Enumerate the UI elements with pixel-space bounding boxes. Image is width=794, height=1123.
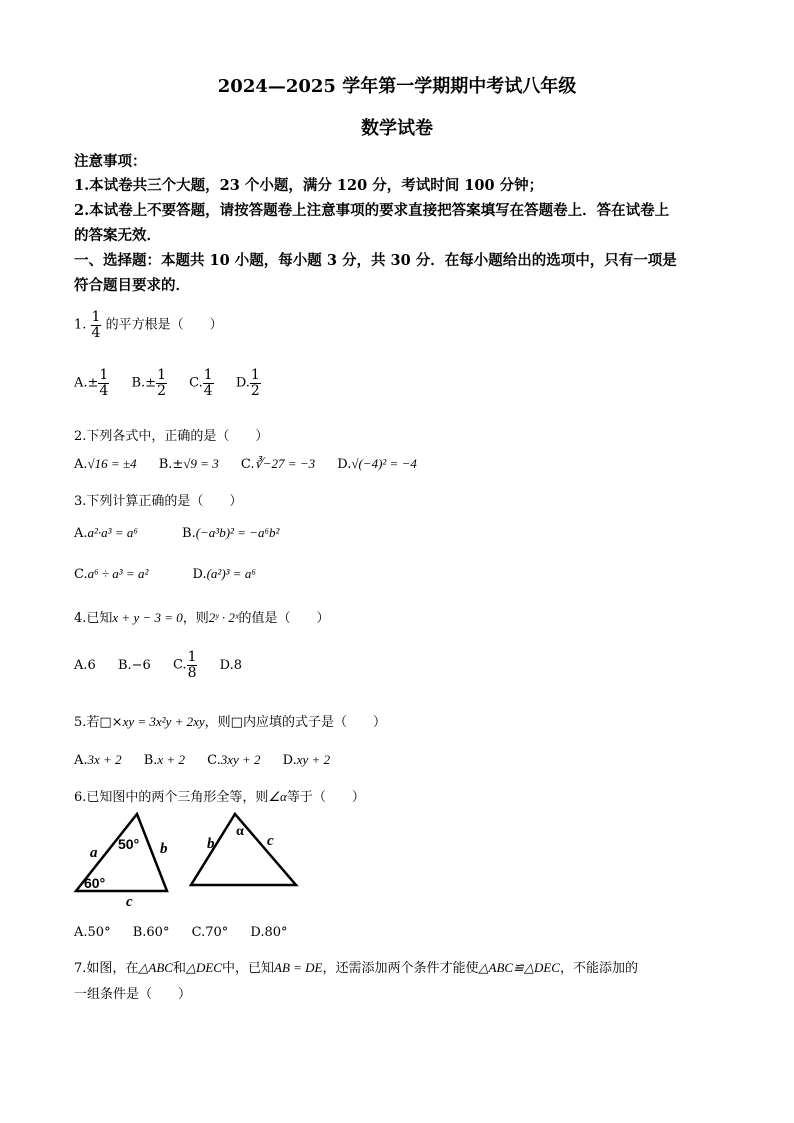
- label-angle-60: 60°: [84, 875, 106, 891]
- option-d: D.√(−4)² = −4: [337, 456, 417, 472]
- option-d: D. $\frac{1}{2}$: [235, 367, 260, 399]
- question-5-options: [74, 752, 348, 768]
- option-b: B.60°: [132, 925, 170, 940]
- option-b: B.± $\frac{1}{2}$: [131, 367, 166, 399]
- question-1-options: [74, 368, 279, 398]
- question-4-options: [74, 650, 260, 680]
- notice-heading: 注意事项：: [74, 153, 147, 170]
- option-a: A.± $\frac{1}{4}$: [74, 367, 109, 399]
- question-7: 7.如图，在△ABC和△DEC中，已知AB = DE，还需添加两个条件才能使△ABC≌△DEC，不能添加的: [74, 960, 638, 976]
- question-2: 2.下列各式中，正确的是（ ）: [74, 429, 269, 444]
- notice-item-1: 1.本试卷共三个大题，23 个小题，满分 120 分，考试时间 100 分钟；: [74, 177, 544, 194]
- section1-line1: 一、选择题：本题共 10 小题，每小题 3 分，共 30 分．在每小题给出的选项中，只有一项是: [74, 252, 677, 269]
- option-b: B.x + 2: [143, 752, 185, 768]
- exam-title: 2024—2025 学年第一学期期中考试八年级: [217, 76, 577, 97]
- question-6: 6.已知图中的两个三角形全等，则∠α等于（ ）: [74, 789, 365, 805]
- question-number: 1.: [74, 317, 87, 333]
- option-c: C.3xy + 2: [207, 752, 261, 768]
- section1-line2: 符合题目要求的．: [74, 277, 190, 294]
- label-c-right: c: [267, 833, 274, 849]
- option-a: A.3x + 2: [74, 752, 122, 768]
- triangles-figure: [70, 808, 310, 908]
- question-text: 的平方根是（ ）: [105, 317, 223, 333]
- label-b: b: [160, 841, 168, 857]
- question-4: 4.已知x + y − 3 = 0，则2ʸ · 2ˣ的值是（ ）: [74, 610, 330, 626]
- option-c: C.70°: [191, 925, 229, 940]
- question-5: 5.若□×xy = 3x²y + 2xy，则□内应填的式子是（ ）: [74, 714, 386, 730]
- question-6-options: [74, 925, 306, 940]
- fraction: $\frac{1}{4}$: [91, 309, 101, 341]
- option-b: B.±√9 = 3: [158, 456, 219, 472]
- question-2-options: [74, 456, 435, 472]
- label-a: a: [90, 845, 98, 861]
- option-b: B.(−a³b)² = −a⁶b²: [182, 525, 280, 541]
- option-d: D.80°: [250, 925, 288, 940]
- notice-item-2a: 2.本试卷上不要答题，请按答题卷上注意事项的要求直接把答案填写在答题卷上．答在试卷上: [74, 202, 670, 219]
- question-7-line2: 一组条件是（ ）: [74, 987, 192, 1002]
- option-d: D.8: [219, 657, 242, 673]
- option-a: A.50°: [74, 925, 111, 940]
- option-a: A.√16 = ±4: [74, 456, 137, 472]
- question-3-options-ab: [74, 525, 297, 541]
- option-a: A.a²·a³ = a⁶: [74, 525, 138, 541]
- question-3: 3.下列计算正确的是（ ）: [74, 494, 243, 509]
- label-c: c: [126, 894, 133, 908]
- option-c: C. $\frac{1}{4}$: [189, 367, 213, 399]
- option-b: B.−6: [117, 657, 151, 673]
- option-c: C.∛−27 = −3: [240, 456, 316, 472]
- label-b-right: b: [207, 836, 215, 852]
- notice-item-2b: 的答案无效．: [74, 227, 161, 244]
- question-3-options-cd: [74, 566, 274, 582]
- option-c: C. $\frac{1}{8}$: [172, 649, 197, 681]
- option-d: D.(a²)³ = a⁶: [192, 566, 256, 582]
- option-a: A.6: [74, 657, 96, 673]
- question-1: [74, 310, 223, 340]
- exam-subtitle: 数学试卷: [361, 118, 433, 139]
- label-angle-50: 50°: [118, 836, 140, 852]
- option-c: C.a⁶ ÷ a³ = a²: [74, 566, 149, 582]
- label-alpha: α: [236, 824, 244, 839]
- option-d: D.xy + 2: [282, 752, 331, 768]
